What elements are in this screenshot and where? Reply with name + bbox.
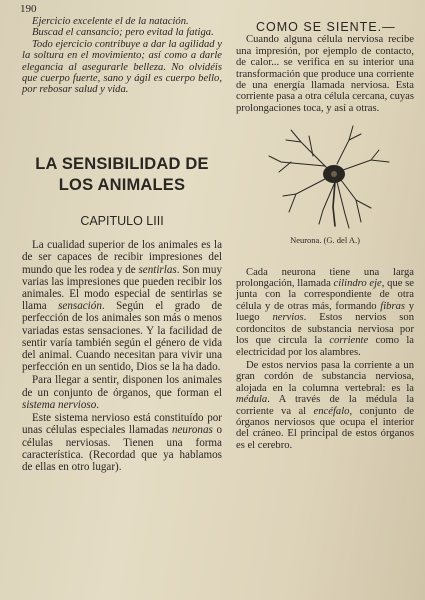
section-title-line-2: LOS ANIMALES	[58, 175, 186, 194]
paragraph-cilindro-eje: Cada neurona tiene una larga prolongación, llamada cilindro eje, que se junta con la correspondiente de otra célula y de otras más, formando fibras y luego nervios. Estos nervios son cordoncitos de substancia nerviosa por los que circula la corriente como la electricidad por los alambres.	[236, 266, 415, 358]
chapter-heading: CAPITULO LIII	[80, 213, 164, 228]
section-title	[22, 154, 222, 196]
page-number: 190	[20, 3, 37, 15]
subsection-title: COMO SE SIENTE.—	[256, 20, 396, 34]
intro-line-1: Ejercicio excelente el de la natación.	[32, 16, 189, 27]
paragraph-medula: De estos nervios pasa la corriente a un gran cordón de substancia nerviosa, alojada en la columna vertebral: es la médula. A través de la médula la corriente va al encéfalo, conjunto de órganos nerviosos que ocupa el interior del cráneo. El principal de estos órganos es el cerebro.	[236, 359, 414, 451]
paragraph-neuronas: Este sistema nervioso está constituído por unas células especiales llamadas neuronas o células nerviosas. Tienen una forma característica. (Recordad que ya hablamos de ellas en otro lugar).	[22, 412, 222, 473]
neuron-illustration	[261, 122, 411, 232]
intro-line-3: Todo ejercicio contribuye a dar la agilidad y la soltura en el movimiento; así como a darle elegancia al asegurarle belleza. No olvidéis que cuerpo fuerte, sano y ágil es cuerpo bello, por rebosar salud y vida.	[22, 38, 222, 96]
paragraph-sistema-nervioso: Para llegar a sentir, disponen los animales de un conjunto de órganos, que forman el sistema nervioso.	[22, 374, 222, 411]
left-body	[22, 239, 222, 473]
paragraph-sensibilidad: La cualidad superior de los animales es la de ser capaces de recibir impresiones del mundo que les rodea y de sentirlas. Son muy varias las impresiones que pueden recibir los animales. El modo especial de sentirlas se llama sensación. Según el grado de perfección de los animales son más o menos variadas estas sensaciones. Y la facilidad de sentir varía también según el género de vida del animal. Cuando necesitan para vivir una perfección en un sentido, Dios se la ha dado.	[22, 239, 222, 374]
left-column	[22, 16, 222, 473]
paragraph-como-se-siente: Cuando alguna célula nerviosa recibe una impresión, por ejemplo de contacto, de calor... se verifica en su interior una transformación que produce una corriente de una energía llamada nerviosa. Esta corriente pasa a otra célula cercana, cuyas prolongaciones toca, y así a otras.	[236, 34, 414, 114]
section-title-line-1: LA SENSIBILIDAD DE	[35, 154, 209, 173]
figure-caption: Neurona. (G. del A.)	[290, 235, 360, 246]
neuron-drawing	[261, 122, 411, 232]
right-column	[236, 22, 414, 451]
intro-line-2: Buscad el cansancio; pero evitad la fatiga.	[32, 27, 214, 39]
intro-paragraphs	[22, 16, 222, 96]
